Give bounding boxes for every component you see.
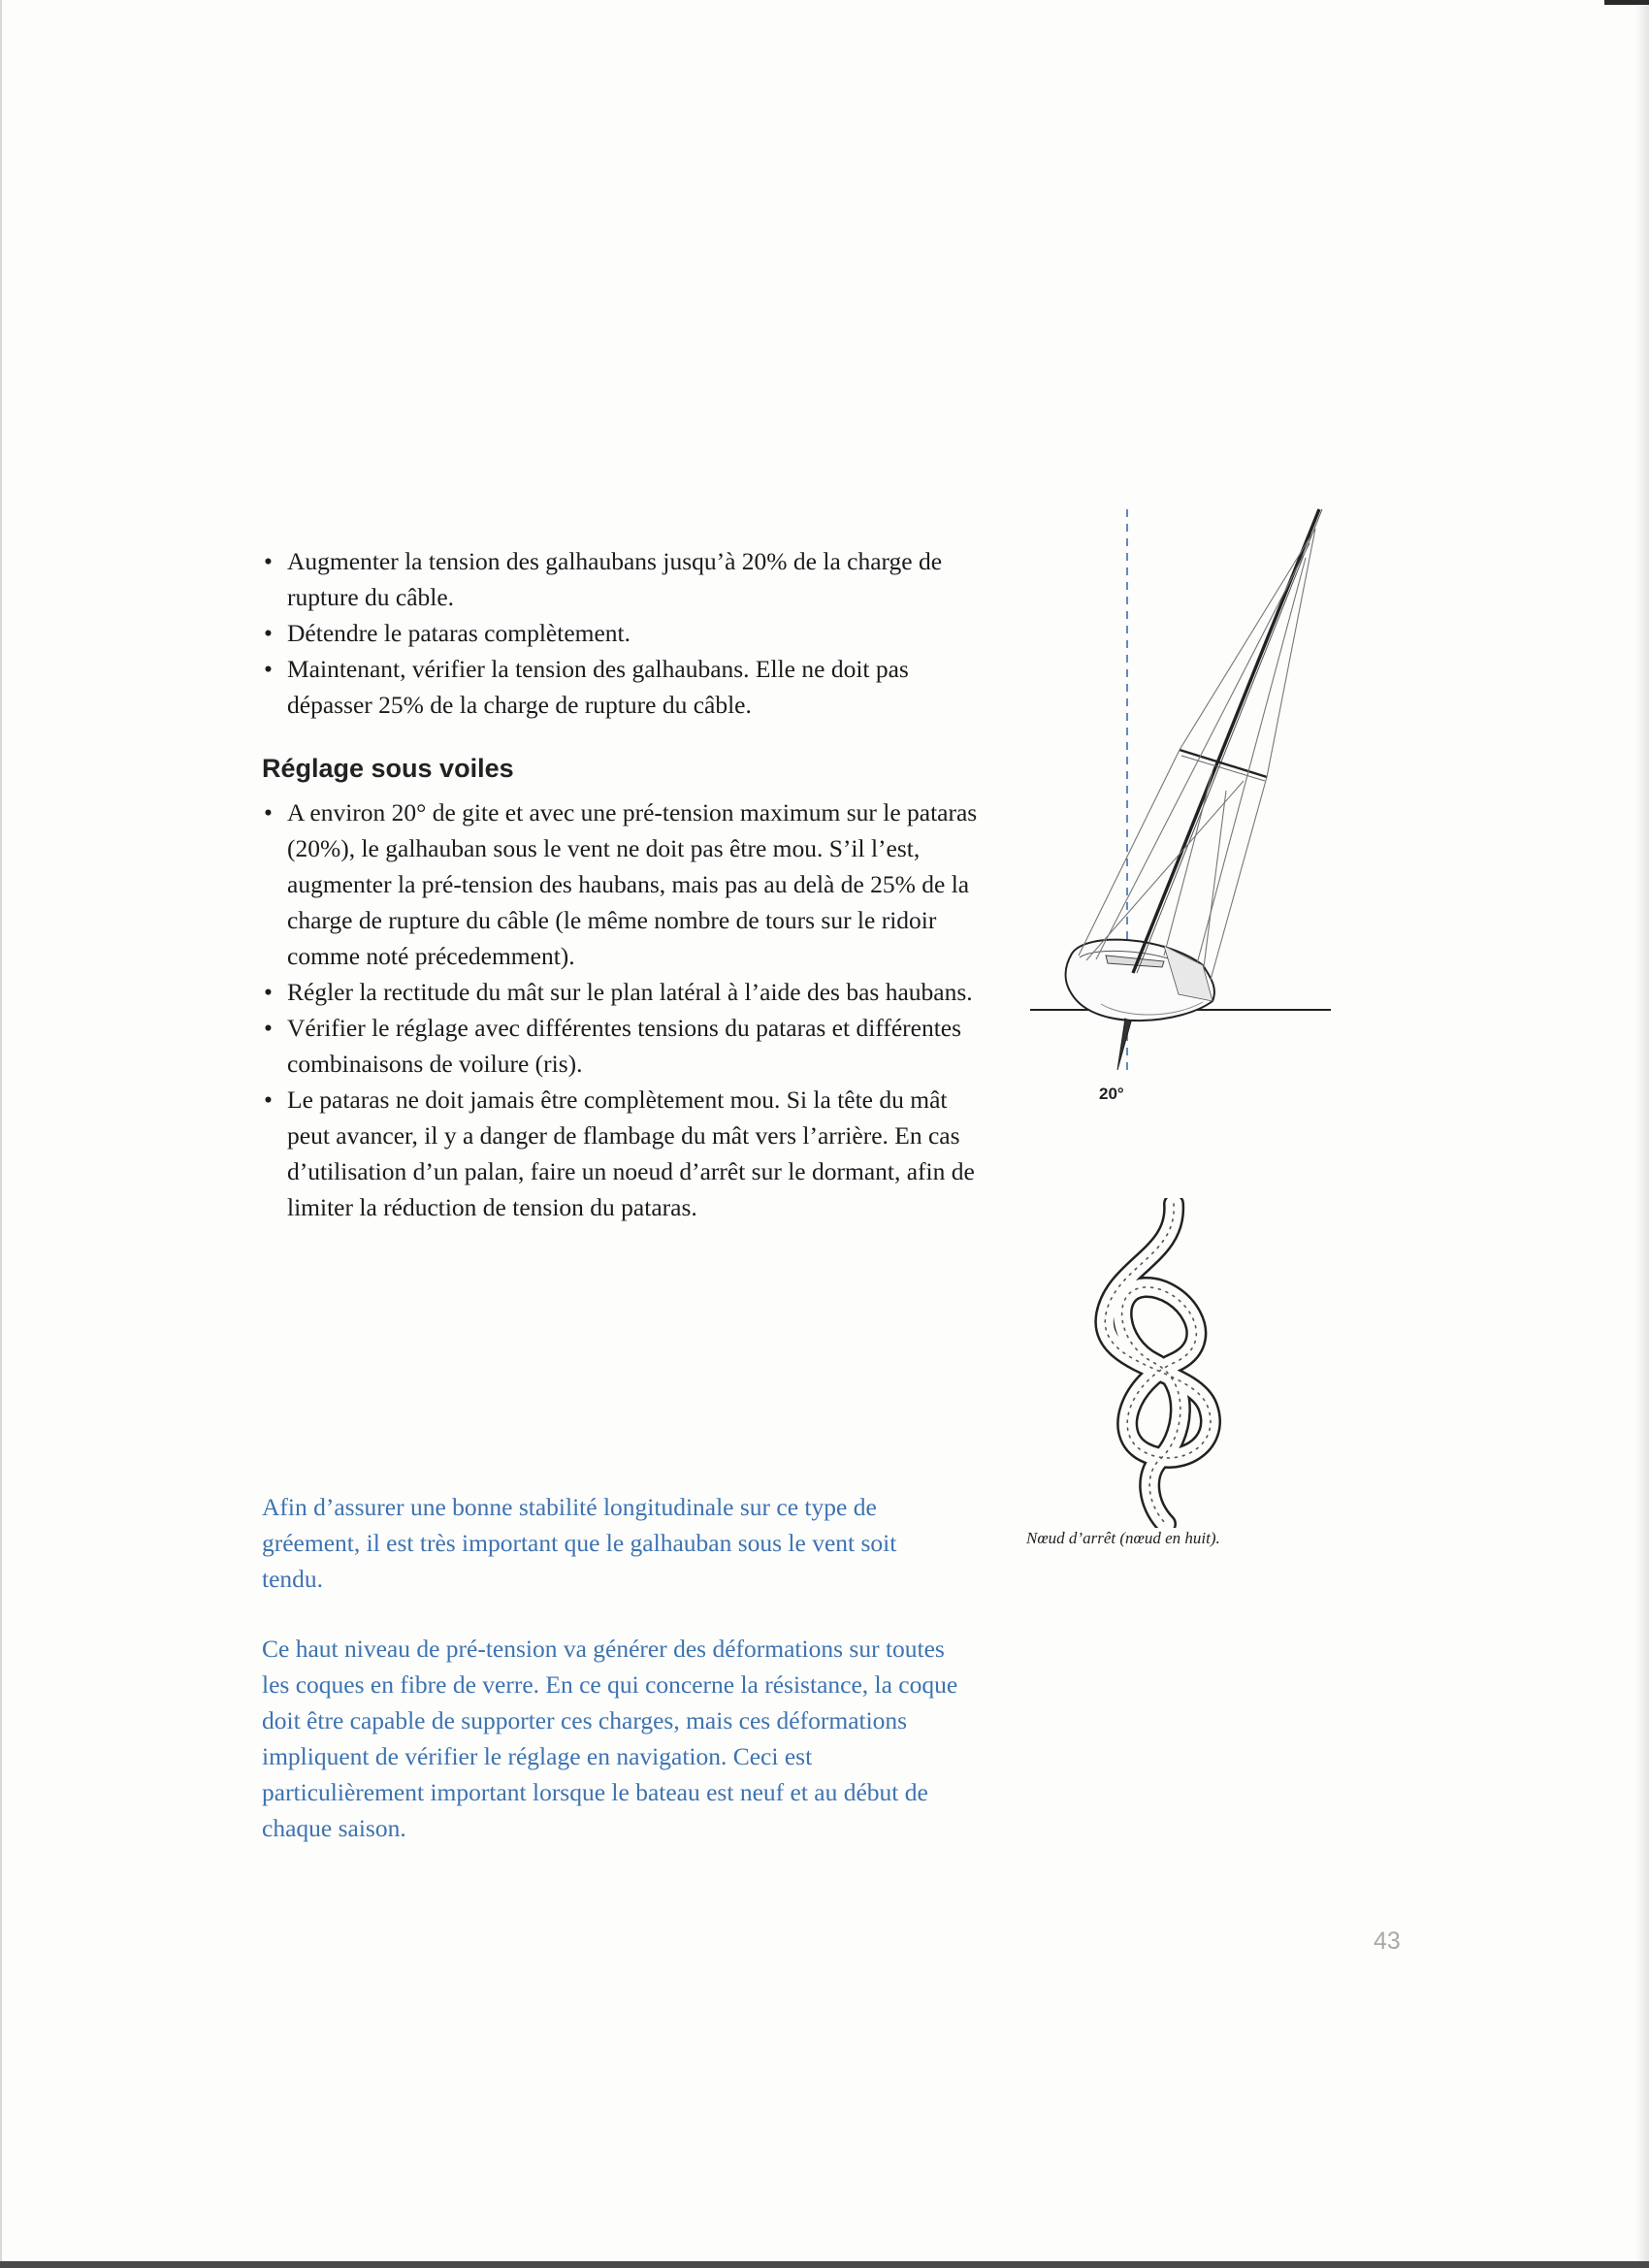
deformation-note: Ce haut niveau de pré-tension va générer des déformations sur toutes les coques en fibre de verre. En ce qui concerne la résistance, la coque doit être capable de supporter ces charges, mais ces déformations impliquent de vérifier le réglage en navigation. Ceci est particulièrement important lorsque le bateau est neuf et au début de chaque saison. xyxy=(262,1635,958,1842)
sail-tuning-list xyxy=(262,794,980,1225)
list-item: • Augmenter la tension des galhaubans jusqu’à 20% de la charge de rupture du câble. xyxy=(262,543,980,615)
list-item: • Maintenant, vérifier la tension des galhaubans. Elle ne doit pas dépasser 25% de la charge de rupture du câble. xyxy=(262,651,980,723)
figure-eight-knot-diagram xyxy=(1077,1198,1261,1528)
section-heading: Réglage sous voiles xyxy=(262,754,514,783)
heeled-rig-diagram xyxy=(1018,490,1348,1150)
stability-note: Afin d’assurer une bonne stabilité longitudinale sur ce type de gréement, il est très important que le galhauban sous le vent soit tendu. xyxy=(262,1493,897,1593)
heel-angle-label: 20° xyxy=(1099,1085,1124,1103)
page-number: 43 xyxy=(1374,1928,1401,1955)
list-item: • Le pataras ne doit jamais être complètement mou. Si la tête du mât peut avancer, il y a danger de flambage du mât vers l’arrière. En cas d’utilisation d’un palan, faire un noeud d’arrêt sur le dormant, afin de limiter la réduction de tension du pataras. xyxy=(262,1082,980,1225)
list-item: • Vérifier le réglage avec différentes tensions du pataras et différentes combinaisons de voilure (ris). xyxy=(262,1010,980,1082)
keel xyxy=(1117,1019,1131,1070)
list-item: • A environ 20° de gite et avec une pré-tension maximum sur le pataras (20%), le galhauban sous le vent ne doit pas être mou. S’il l’est, augmenter la pré-tension des haubans, mais pas au delà de 25% de la charge de rupture du câble (le même nombre de tours sur le ridoir comme noté précedemment). xyxy=(262,794,980,974)
list-item: • Régler la rectitude du mât sur le plan latéral à l’aide des bas haubans. xyxy=(262,974,980,1010)
spreader xyxy=(1180,750,1267,777)
sail-tuning-steps xyxy=(262,794,980,1225)
scan-edge-mark xyxy=(1604,0,1649,5)
tension-steps xyxy=(262,543,980,723)
tension-steps-list xyxy=(262,543,980,723)
list-item: • Détendre le pataras complètement. xyxy=(262,615,980,651)
scan-edge-right xyxy=(1635,0,1649,2268)
scan-edge-bottom xyxy=(0,2261,1649,2268)
scan-edge-left xyxy=(0,0,2,2268)
knot-caption: Nœud d’arrêt (nœud en huit). xyxy=(1026,1529,1220,1547)
